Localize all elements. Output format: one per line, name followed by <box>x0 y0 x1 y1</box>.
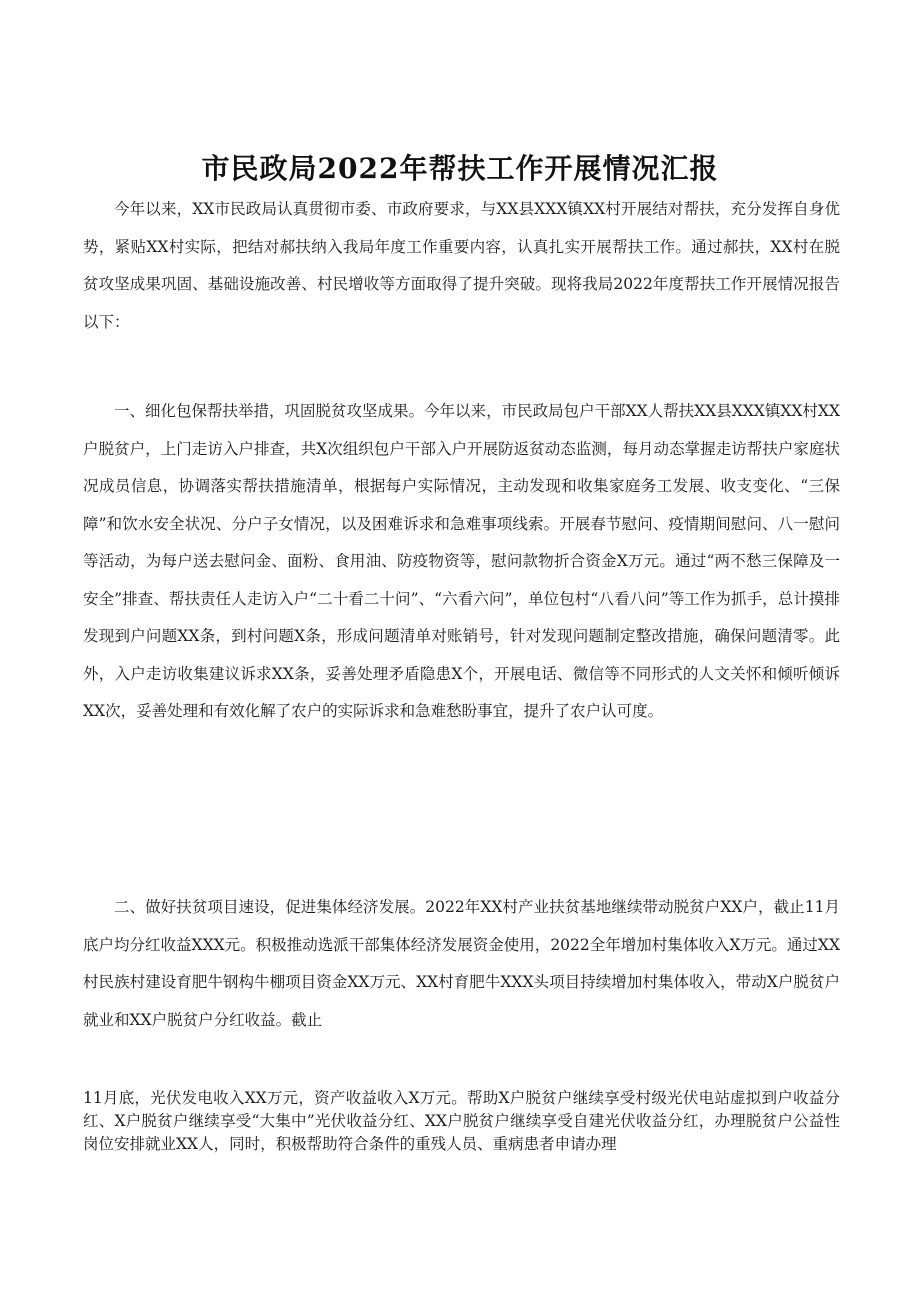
paragraph-section-two: 二、做好扶贫项目速设，促进集体经济发展。2022年XX村产业扶贫基地继续带动脱贫户XX户，截止11月底户均分红收益XXX元。积极推动选派干部集体经济发展资金使用，2022全年增加村集体收入X万元。通过XX村民族村建设育肥牛钢构牛棚项目资金XX万元、XX村育肥牛XXX头项目持续增加村集体收入，带动X户脱贫户就业和XX户脱贫户分红收益。截止 <box>83 898 840 1029</box>
document-title: 市民政局2022年帮扶工作开展情况汇报 <box>201 151 719 185</box>
paragraph-intro: 今年以来，XX市民政局认真贯彻市委、市政府要求，与XX县XXX镇XX村开展结对帮扶，充分发挥自身优势，紧贴XX村实际，把结对郝扶纳入我局年度工作重要内容，认真扎实开展帮扶工作。通过郝扶，XX村在脱贫攻坚成果巩固、基础设施改善、村民增收等方面取得了提升突破。现将我局2022年度帮扶工作开展情况报告以下： <box>83 200 840 331</box>
paragraph-section-one: 一、细化包保帮扶举措，巩固脱贫攻坚成果。今年以来，市民政局包户干部XX人帮扶XX县XXX镇XX村XX户脱贫户，上门走访入户排查，共X次组织包户干部入户开展防返贫动态监测，每月动态掌握走访帮扶户家庭状况成员信息，协调落实帮扶措施清单，根据每户实际情况，主动发现和收集家庭务工发展、收支变化、“三保障”和饮水安全状况、分户子女情况，以及困难诉求和急难事项线索。开展春节慰问、疫情期间慰问、八一慰问等活动，为每户送去慰问金、面粉、食用油、防疫物资等，慰问款物折合资金X万元。通过“两不愁三保障及一安全”排查、帮扶责任人走访入户“二十看二十问”、“六看六问”，单位包村“八看八问”等工作为抓手，总计摸排发现到户问题XX条，到村问题X条，形成问题清单对账销号，针对发现问题制定整改措施，确保问题清零。此外，入户走访收集建议诉求XX条，妥善处理矛盾隐患X个，开展电话、微信等不同形式的人文关怀和倾听倾诉XX次，妥善处理和有效化解了农户的实际诉求和急难愁盼事宜，提升了农户认可度。 <box>83 402 840 720</box>
paragraph-continuation: 11月底，光伏发电收入XX万元，资产收益收入X万元。帮助X户脱贫户继续享受村级光伏电站虚拟到户收益分红、X户脱贫户继续享受“大集中”光伏收益分红、XX户脱贫户继续享受自建光伏收益分红，办理脱贫户公益性岗位安排就业XX人，同时，积极帮助符合条件的重残人员、重病患者申请办理 <box>83 1089 840 1153</box>
